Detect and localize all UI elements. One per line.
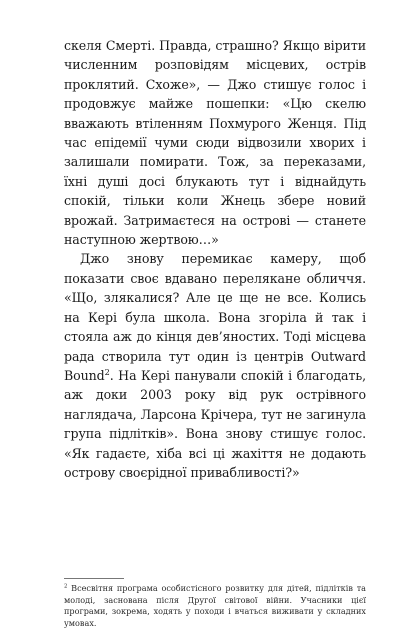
paragraph-1: скеля Смерті. Правда, страшно? Якщо вірити численним розповідям місцевих, острів проклятий. Схоже», — Джо стишує голос і продовжує майже пошепки: «Цю скелю вважають втіленням Похмурого Женця. Під час епідемії чуми сюди відвозили хворих і залишали помирати. Тож, за переказами, їхні душі досі блукають тут і віднайдуть спокій, тільки коли Жнець збере новий врожай. Затримаєтеся на острові — станете наступною жертвою…» — [64, 38, 366, 248]
paragraph-2-part-a: Джо знову перемикає камеру, щоб показати своє вдавано перелякане обличчя. «Що, злякалися? Але це ще не все. Колись на Кері була школа. Вона згоріла й так і стояла аж до кінця дев’яностих. Тоді місцева рада створила тут один із центрів Outward Bound — [64, 251, 366, 383]
footnote — [64, 583, 366, 629]
footnote-text: Всесвітня програма особистісного розвитку для дітей, підлітків та молоді, заснована після Другої світової війни. Учасники цієї програми, зокрема, ходять у походи і вчаться виживати у складних умовах. — [64, 583, 366, 628]
footnote-marker: 2 — [64, 583, 68, 590]
footnote-divider — [64, 578, 124, 579]
paragraph-2-part-b: . На Кері панували спокій і благодать, аж доки 2003 року від рук острівного наглядача, Ларсона Крічера, тут не загинула група підлітків». Вона знову стишує голос. «Як гадаєте, хіба всі ці жахіття не додають острову своєрідної привабливості?» — [64, 367, 366, 480]
main-text — [64, 36, 366, 482]
footnote-reference: 2 — [104, 366, 110, 377]
paragraph-2 — [64, 249, 366, 482]
